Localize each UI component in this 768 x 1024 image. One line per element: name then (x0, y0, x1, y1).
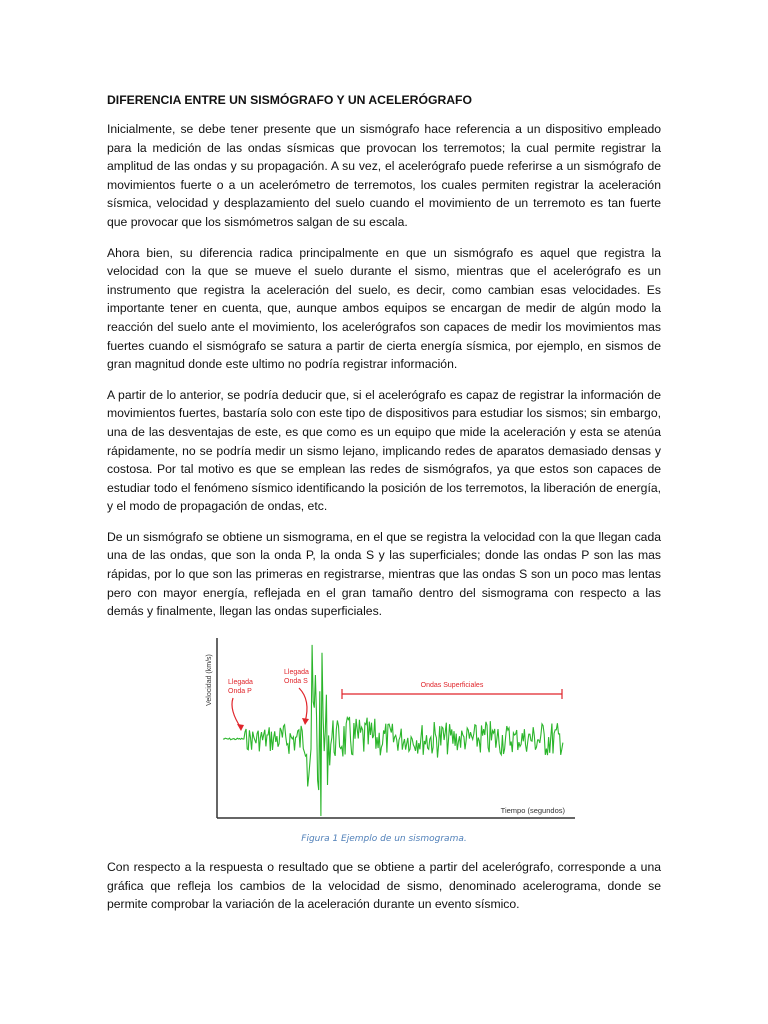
p-arrival-label-line1: Llegada (228, 679, 253, 686)
paragraph-3: A partir de lo anterior, se podría deducir que, si el acelerógrafo es capaz de registrar la información de movimientos fuertes, bastaría solo con este tipo de dispositivos para estudiar los sismos; sin embargo, una de las desventajas de este, es que como es un equipo que mide la aceleración y esta se atenúa rápidamente, no se podría medir un sismo lejano, implicando redes de aparatos demasiado densas y costosa. Por tal motivo es que se emplean las redes de sismógrafos, ya que estos son capaces de estudiar todo el fenómeno sísmico identificando la posición de los terremotos, la liberación de energía, y el modo de propagación de ondas, etc. (107, 387, 661, 514)
paragraph-2: Ahora bien, su diferencia radica principalmente en que un sismógrafo es aquel que registra la velocidad con la que se mueve el suelo durante el sismo, mientras que el acelerógrafo es un instrumento que registra la aceleración del suelo, es decir, como cambian esas velocidades. Es importante tener en cuenta, que, aunque ambos equipos se encargan de medir de algún modo la reacción del suelo ante el movimiento, los acelerógrafos son capaces de medir los movimientos mas fuertes cuando el sismógrafo se satura a partir de cierta energía sísmica, por ejemplo, en sismos de gran magnitud donde este ultimo no podría registrar información. (107, 245, 661, 372)
x-axis-label: Tiempo (segundos) (500, 806, 565, 815)
s-arrival-label-line1: Llegada (284, 669, 309, 676)
s-arrow-head (302, 718, 309, 725)
paragraph-1: Inicialmente, se debe tener presente que un sismógrafo hace referencia a un dispositivo empleado para la medición de las ondas sísmicas que provocan los terremotos; la cual permite registrar la amplitud de las ondas y su propagación. A su vez, el acelerógrafo puede referirse a un sismógrafo de movimientos fuerte o a un acelerómetro de terremotos, los cuales permiten registrar la aceleración sísmica, velocidad y desplazamiento del suelo cuando el movimiento de un terremoto es tan fuerte que provocar que los sismómetros salgan de su escala. (107, 122, 661, 229)
p-arrival-arrow (232, 698, 241, 728)
paragraph-5: Con respecto a la respuesta o resultado que se obtiene a partir del acelerógrafo, corresponde a una gráfica que refleja los cambios de la velocidad de sismo, denominado acelerograma, donde se permite comprobar la variación de la aceleración durante un evento sísmico. (107, 860, 661, 912)
document-body (107, 93, 661, 633)
figure-caption: Figura 1 Ejemplo de un sismograma. (301, 834, 467, 844)
seismogram-svg (195, 636, 580, 826)
p-arrival-label-line2: Onda P (228, 688, 252, 695)
s-arrival-label-line2: Onda S (284, 678, 308, 685)
y-axis-label: Velocidad (km/s) (206, 654, 213, 706)
paragraph-4: De un sismógrafo se obtiene un sismograma, en el que se registra la velocidad con la que llegan cada una de las ondas, que son la onda P, la onda S y las superficiales; donde las ondas P son las mas rápidas, por lo que son las primeras en registrarse, mientras que las ondas S son un poco mas lentas pero con mayor energía, reflejada en el gran tamaño dentro del sismograma con respecto a las demás y finalmente, llegan las ondas superficiales. (107, 529, 661, 619)
closing-section (107, 858, 661, 926)
surface-waves-label: Ondas Superficiales (420, 682, 484, 689)
seismogram-figure (195, 636, 580, 826)
p-arrow-head (237, 724, 244, 731)
s-arrival-arrow (299, 688, 307, 722)
document-title: DIFERENCIA ENTRE UN SISMÓGRAFO Y UN ACELERÓGRAFO (107, 93, 472, 107)
seismogram-wave (223, 645, 563, 816)
